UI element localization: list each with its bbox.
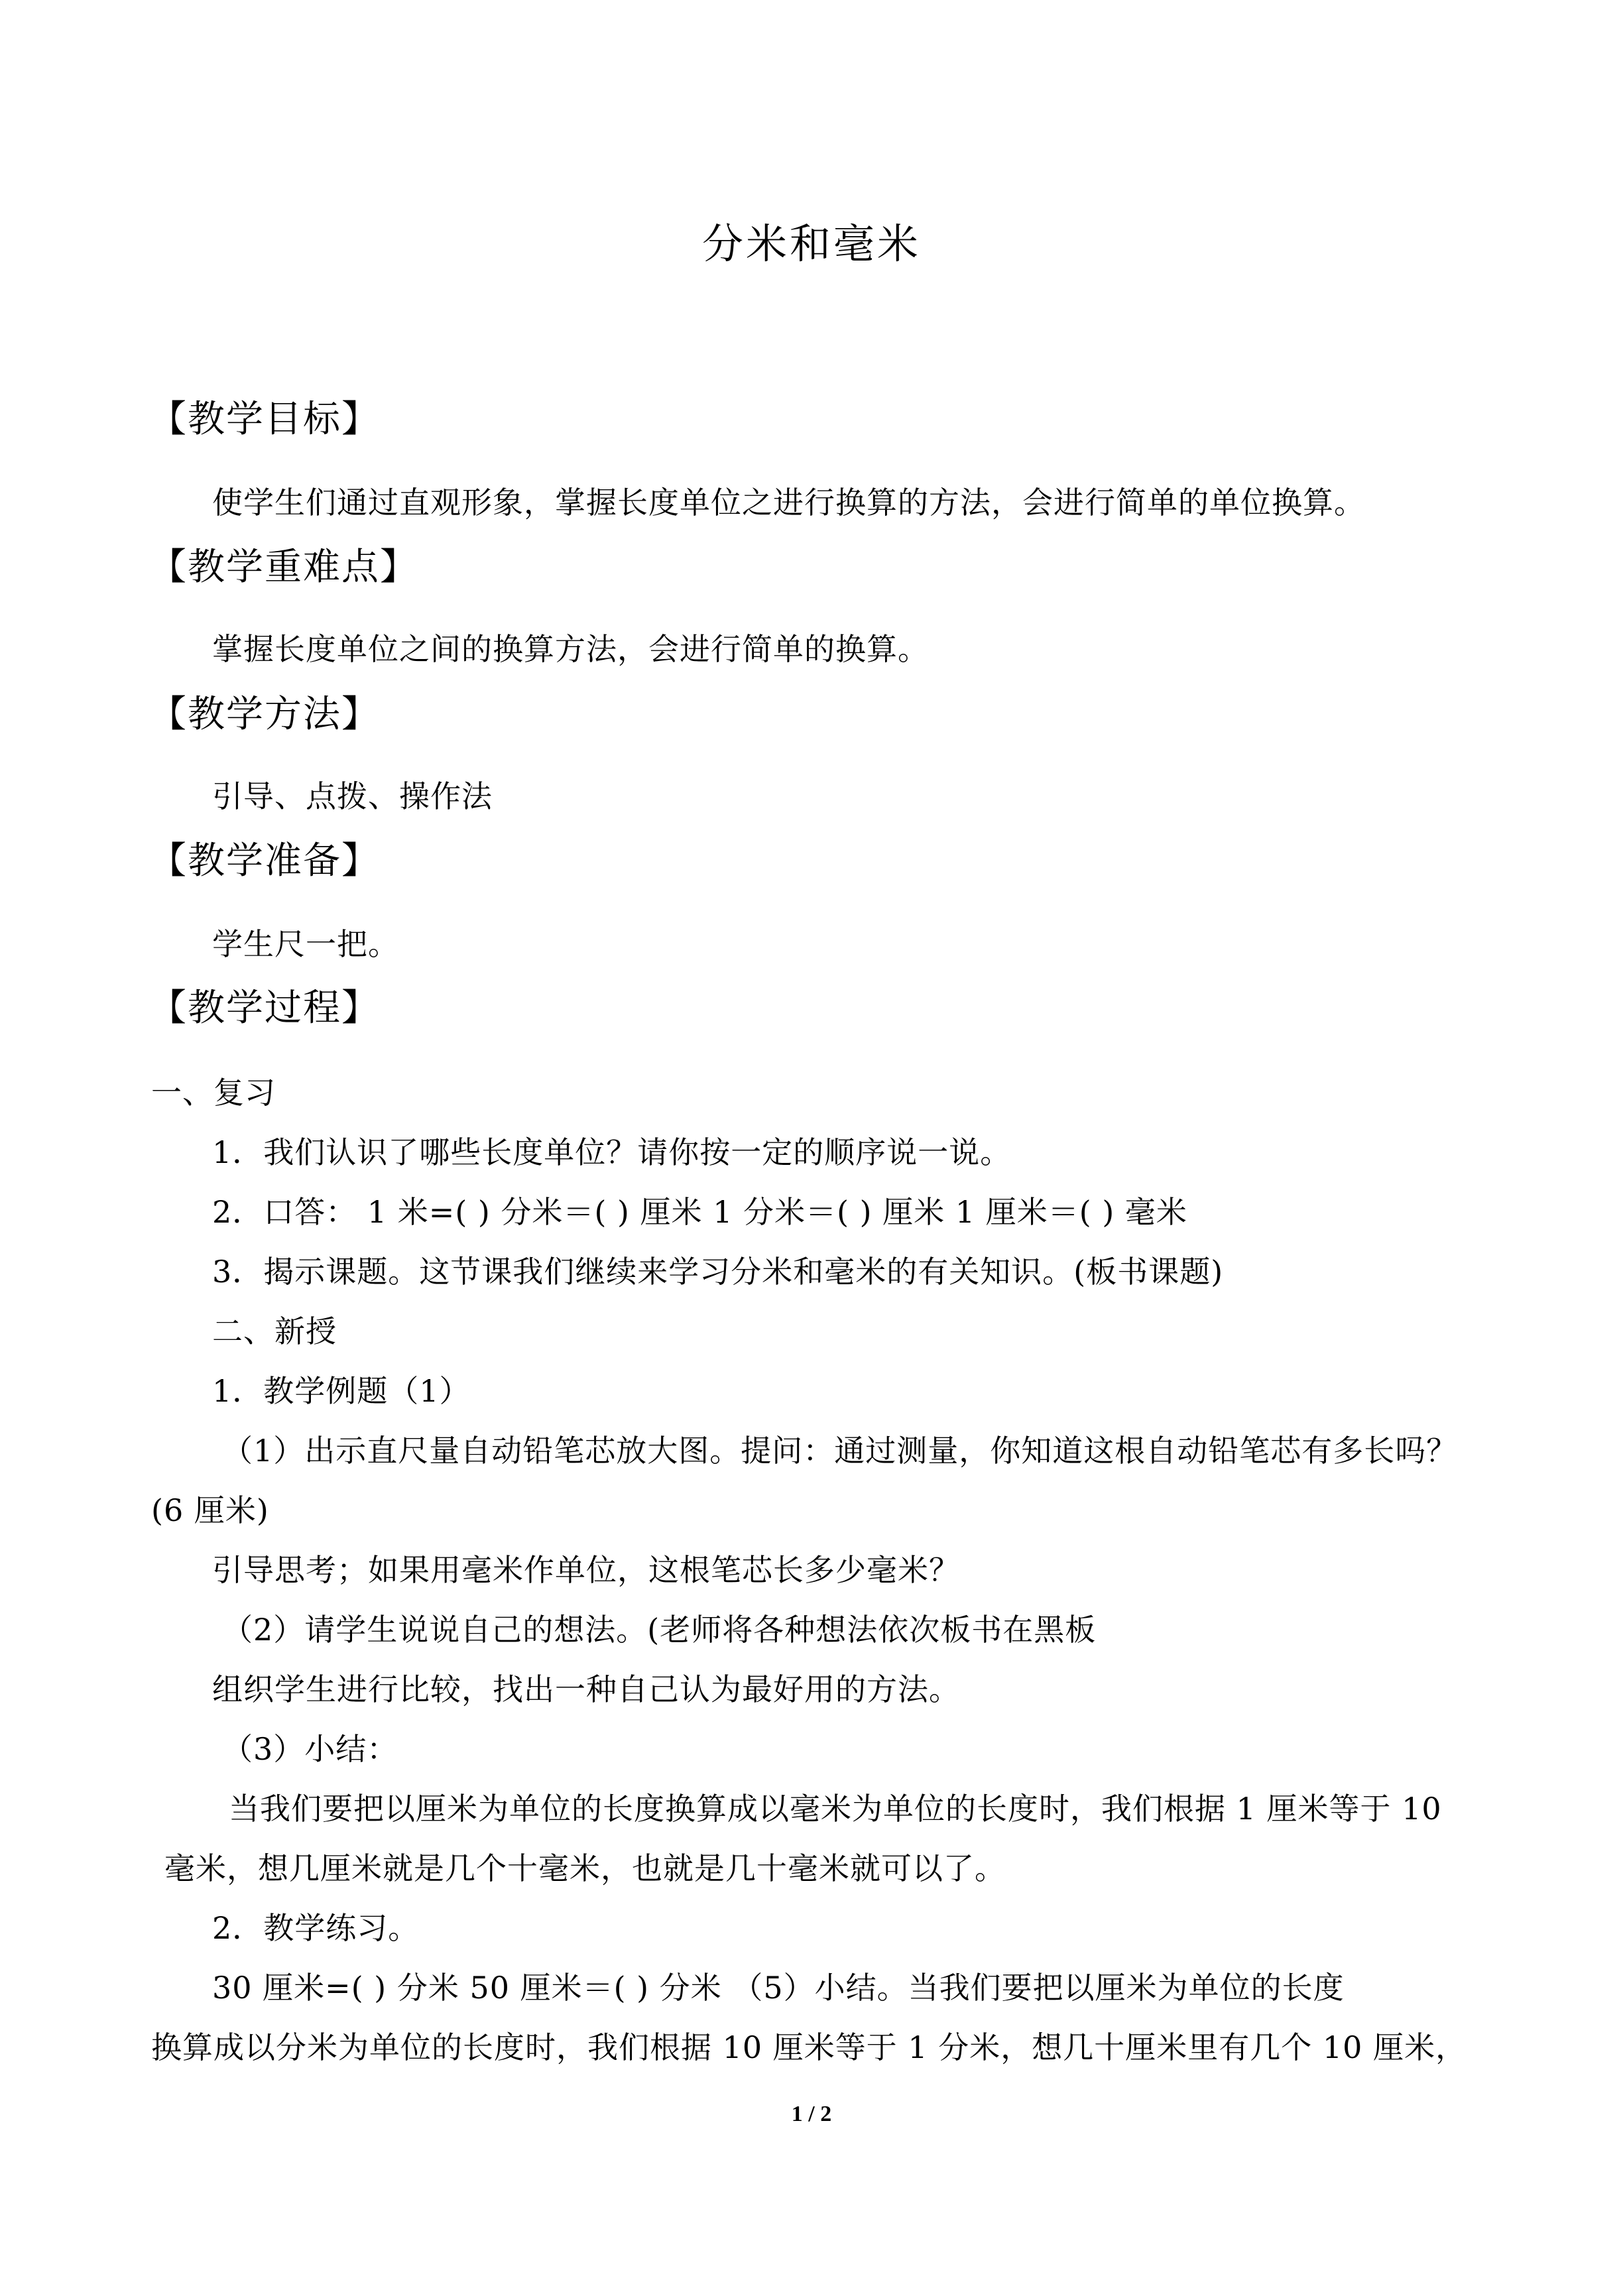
- method-text: 引导、点拨、操作法: [212, 778, 493, 814]
- process-line: 二、新授: [212, 1313, 337, 1349]
- process-line: 3．揭示课题。这节课我们继续来学习分米和毫米的有关知识。(板书课题): [212, 1254, 1224, 1290]
- key-text: 掌握长度单位之间的换算方法，会进行简单的换算。: [212, 631, 929, 667]
- goal-text: 使学生们通过直观形象，掌握长度单位之进行换算的方法，会进行简单的单位换算。: [212, 485, 1365, 520]
- page-number: 1 / 2: [791, 2102, 832, 2126]
- process-line: 1．我们认识了哪些长度单位？请你按一定的顺序说一说。: [212, 1134, 1012, 1170]
- process-line: 30 厘米=( ) 分米 50 厘米＝( ) 分米 （5）小结。当我们要把以厘米为单位的长度: [212, 1970, 1345, 2006]
- process-line: 2．口答： 1 米=( ) 分米＝( ) 厘米 1 分米＝( ) 厘米 1 厘米＝( ) 毫米: [212, 1194, 1187, 1230]
- process-line: 当我们要把以厘米为单位的长度换算成以毫米为单位的长度时，我们根据 1 厘米等于 10: [229, 1791, 1442, 1827]
- section-heading-method: 【教学方法】: [149, 693, 380, 736]
- process-line: （1）出示直尺量自动铅笔芯放大图。提问：通过测量，你知道这根自动铅笔芯有多长吗？: [222, 1433, 1458, 1469]
- process-line: (6 厘米): [151, 1492, 269, 1528]
- document-title: 分米和毫米: [701, 219, 921, 268]
- process-line: 引导思考；如果用毫米作单位，这根笔芯长多少毫米？: [212, 1552, 960, 1588]
- process-line: 2．教学练习。: [212, 1910, 420, 1946]
- process-line: 1．教学例题（1）: [212, 1373, 471, 1409]
- process-line: （3）小结：: [222, 1731, 398, 1767]
- prep-text: 学生尺一把。: [212, 926, 399, 962]
- process-line: （2）请学生说说自己的想法。(老师将各种想法依次板书在黑板: [222, 1612, 1097, 1648]
- section-heading-key: 【教学重难点】: [149, 546, 418, 589]
- process-line: 换算成以分米为单位的长度时，我们根据 10 厘米等于 1 分米，想几十厘米里有几个 10 厘米，: [151, 2029, 1467, 2065]
- process-line: 一、复习: [151, 1075, 276, 1111]
- process-line: 毫米，想几厘米就是几个十毫米，也就是几十毫米就可以了。: [164, 1850, 1006, 1886]
- process-line: 组织学生进行比较，找出一种自己认为最好用的方法。: [212, 1671, 960, 1707]
- section-heading-prep: 【教学准备】: [149, 839, 380, 882]
- section-heading-goal: 【教学目标】: [149, 398, 380, 441]
- section-heading-process: 【教学过程】: [149, 987, 380, 1030]
